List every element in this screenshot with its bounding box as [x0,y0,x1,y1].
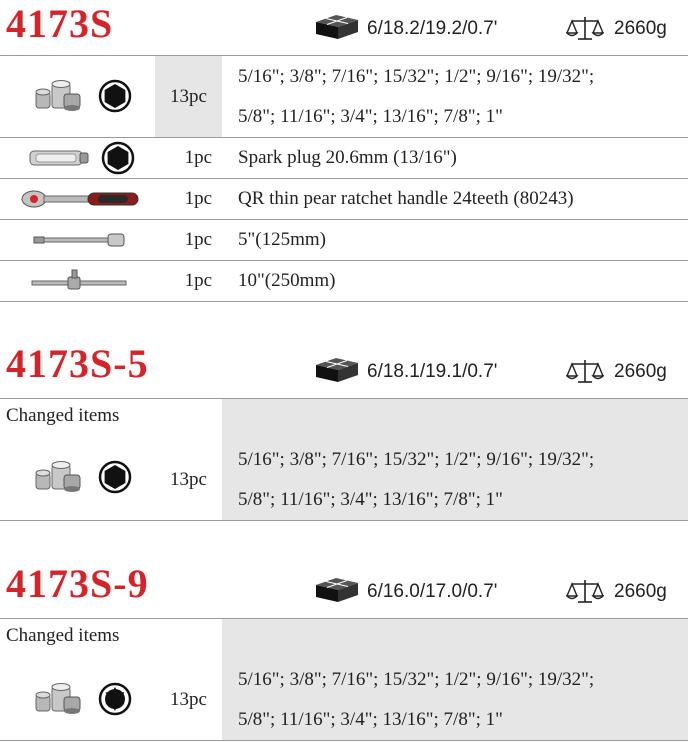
icons-cell [0,220,155,260]
box-dimensions-icon [314,14,360,40]
description-cell: QR thin pear ratchet handle 24teeth (80243) [238,188,574,209]
hex-socket-profile-icon [98,79,132,113]
table-row [0,618,688,741]
extension-bar-icon [32,232,128,248]
box-dimensions-text: 6/18.2/19.2/0.7' [367,18,498,39]
description-cell: 10"(250mm) [238,270,336,291]
table-row [0,178,688,219]
box-dimensions-text: 6/18.1/19.1/0.7' [367,361,498,382]
quantity-cell: 1pc [155,261,222,301]
twelve-point-socket-profile-icon [98,682,132,716]
quantity-cell: 13pc [155,399,222,520]
box-dimensions-icon [314,577,360,603]
quantity-cell: 1pc [155,179,222,219]
description-cell [222,399,688,520]
weight-text: 2660g [614,581,667,602]
weight-text: 2660g [614,361,667,382]
description-cell [222,619,688,740]
weight-scale-icon [566,578,604,604]
sliding-t-bar-icon [30,269,130,291]
weight-scale-icon [566,358,604,384]
hex-socket-profile-icon [98,460,132,494]
description-line: 5/16"; 3/8"; 7/16"; 15/32"; 1/2"; 9/16"; 19/32"; [238,668,595,690]
table-row [0,137,688,178]
icons-cell [0,399,155,520]
quantity-cell: 1pc [155,138,222,178]
hex-socket-profile-icon [101,141,135,175]
icons-cell [0,179,155,219]
weight-scale-icon [566,15,604,41]
weight-text: 2660g [614,18,667,39]
changed-items-label: Changed items [6,405,120,426]
description-line: 5/8"; 11/16"; 3/4"; 13/16"; 7/8"; 1" [238,488,503,510]
description-cell [222,56,688,137]
table-row [0,219,688,260]
description-cell: 5"(125mm) [238,229,326,250]
icons-cell [0,619,155,740]
quantity-cell: 13pc [155,56,222,137]
table-row [0,260,688,302]
description-line: 5/16"; 3/8"; 7/16"; 15/32"; 1/2"; 9/16"; 19/32"; [238,448,595,470]
section-title: 4173S [6,1,114,46]
box-dimensions-text: 6/16.0/17.0/0.7' [367,581,498,602]
description-line: 5/8"; 11/16"; 3/4"; 13/16"; 7/8"; 1" [238,708,503,730]
description-line: 5/8"; 11/16"; 3/4"; 13/16"; 7/8"; 1" [238,105,503,127]
table-row [0,55,688,137]
table-row [0,398,688,521]
changed-items-label: Changed items [6,625,120,646]
icons-cell [0,138,155,178]
description-cell: Spark plug 20.6mm (13/16") [238,147,457,168]
icons-cell [0,261,155,301]
quantity-cell: 1pc [155,220,222,260]
section-title: 4173S-9 [6,561,149,606]
section-title: 4173S-5 [6,341,149,386]
ratchet-handle-icon [20,189,142,209]
socket-set-icon [32,78,82,114]
description-line: 5/16"; 3/8"; 7/16"; 15/32"; 1/2"; 9/16"; 19/32"; [238,65,595,87]
spark-plug-socket-icon [28,148,90,168]
socket-set-icon [32,459,82,495]
box-dimensions-icon [314,357,360,383]
socket-set-icon [32,681,82,717]
icons-cell [0,56,155,137]
quantity-cell: 13pc [155,619,222,740]
